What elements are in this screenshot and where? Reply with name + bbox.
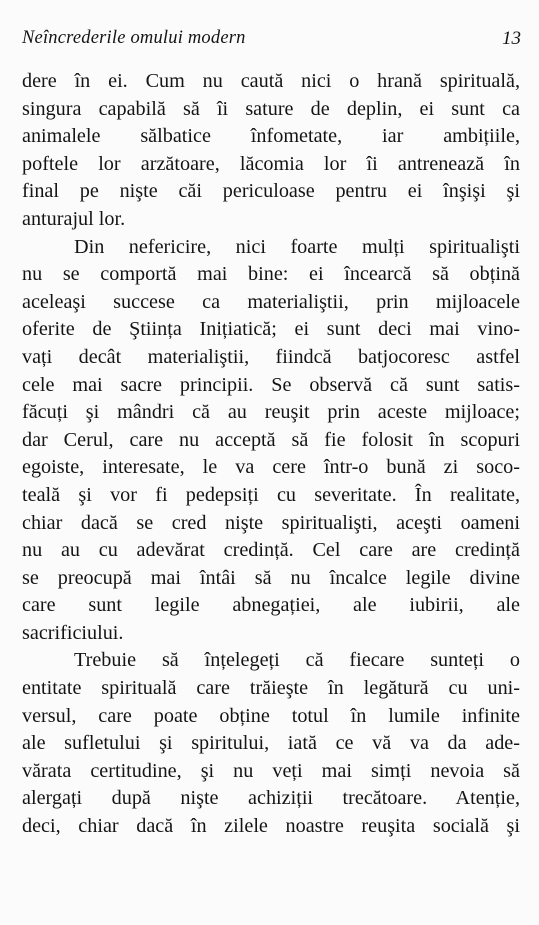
text-line: Din nefericire, nici foarte mulți spiritualişti	[74, 235, 520, 258]
text-line: Trebuie să înțelegeți că fiecare sunteți o	[74, 649, 520, 672]
text-line: alergați după nişte achiziții trecătoare. Atenție,	[22, 787, 520, 810]
text-line: dere în ei. Cum nu caută nici o hrană spirituală,	[22, 70, 520, 92]
text-line: entitate spirituală care trăieşte în legătură cu uni-	[22, 677, 520, 700]
text-line: poftele lor arzătoare, lăcomia lor îi antrenează în	[22, 152, 520, 175]
text-line: egoiste, interesate, le va cere într-o bună zi soco-	[22, 456, 520, 479]
text-line: oferite de Ştiința Inițiatică; ei sunt deci mai vino-	[22, 318, 520, 341]
page-number: 13	[502, 28, 521, 49]
text-line: versul, care poate obține totul în lumile infinite	[22, 704, 520, 727]
paragraph-3	[22, 647, 520, 840]
text-line: teală şi vor fi pedepsiți cu severitate. În realitate,	[22, 483, 520, 506]
running-header	[22, 28, 521, 56]
text-line: ale sufletului şi spiritului, iată ce vă va da ade-	[22, 732, 520, 755]
text-line: nu au cu adevărat credință. Cel care are credință	[22, 539, 520, 562]
text-line: deci, chiar dacă în zilele noastre reuşita socială şi	[22, 815, 520, 838]
paragraph-1	[22, 68, 520, 234]
paragraph-2	[22, 234, 520, 648]
text-line: animalele sălbatice înfometate, iar ambițiile,	[22, 125, 520, 148]
text-line: final pe nişte căi periculoase pentru ei înşişi şi	[22, 180, 520, 203]
text-line: vărata certitudine, şi nu veți mai simți nevoia să	[22, 759, 520, 782]
text-line: sacrificiului.	[22, 621, 124, 644]
text-line: cele mai sacre principii. Se observă că sunt satis-	[22, 373, 520, 396]
text-line: se preocupă mai întâi să nu încalce legile divine	[22, 566, 520, 589]
text-line: nu se comportă mai bine: ei încearcă să obțină	[22, 263, 520, 286]
text-line: vați decât materialiştii, fiindcă batjocoresc astfel	[22, 345, 520, 368]
running-title: Neîncrederile omului modern	[22, 28, 246, 48]
text-line: singura capabilă să îi sature de deplin, ei sunt ca	[22, 97, 520, 120]
text-line: chiar dacă se cred nişte spiritualişti, aceşti oameni	[22, 511, 520, 534]
text-line: care sunt legile abnegației, ale iubirii, ale	[22, 594, 520, 617]
text-line: anturajul lor.	[22, 207, 126, 230]
body-text	[22, 68, 520, 841]
text-line: dar Cerul, care nu acceptă să fie folosit în scopuri	[22, 428, 520, 451]
text-line: făcuți şi mândri că au reuşit prin aceste mijloace;	[22, 401, 520, 424]
text-line: aceleaşi succese ca materialiştii, prin mijloacele	[22, 290, 520, 313]
